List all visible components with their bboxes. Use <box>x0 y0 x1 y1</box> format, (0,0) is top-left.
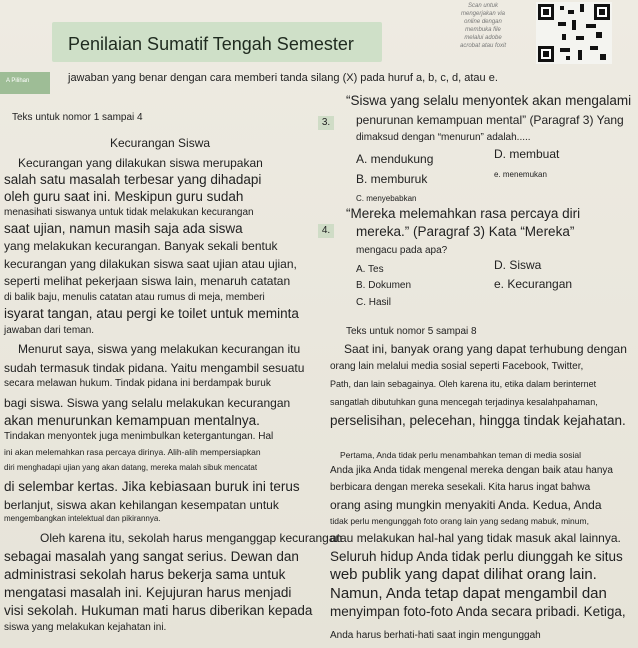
passage-line: sebagai masalah yang sangat serius. Dewan dan <box>4 549 299 564</box>
passage-line: Tindakan menyontek juga menimbulkan ketergantungan. Hal <box>4 431 274 442</box>
option-e[interactable]: e. Kecurangan <box>494 277 573 291</box>
passage-line: administrasi sekolah harus bekerja sama untuk <box>4 567 286 582</box>
passage-line: tidak perlu mengunggah foto orang lain yang sedang mabuk, minum, <box>330 516 589 526</box>
option-c[interactable]: C. menyebabkan <box>356 194 417 203</box>
passage-line: diri menghadapi ujian yang akan datang, mereka malah sibuk mencatat <box>4 463 258 472</box>
passage-line: Oleh karena itu, sekolah harus menganggap kecurangan <box>40 531 343 545</box>
passage-line: saat ujian, namun masih saja ada siswa <box>4 221 243 236</box>
option-c[interactable]: C. Hasil <box>356 297 392 308</box>
passage-line: sangatlah dibutuhkan guna mencegah terjadinya kesalahpahaman, <box>330 397 598 407</box>
question-3-text: “Siswa yang selalu menyontek akan mengalami <box>346 93 632 108</box>
passage-line: di balik baju, menulis catatan atau rumus di meja, memberi <box>4 292 265 303</box>
question-4-text: mengacu pada apa? <box>356 245 448 256</box>
option-d[interactable]: D. Siswa <box>494 258 542 272</box>
question-4-text: “Mereka melemahkan rasa percaya diri <box>346 206 581 221</box>
passage-line: menasihati siswanya untuk tidak melakukan kecurangan <box>4 207 254 218</box>
question-number-3: 3. <box>318 116 334 130</box>
passage-line: mengembangkan intelektual dan pikirannya. <box>4 514 161 523</box>
passage-line: perselisihan, pelecehan, hingga tindak kejahatan. <box>330 413 626 428</box>
passage-line: berbicara dengan mereka sesekali. Kita harus ingat bahwa <box>330 482 591 493</box>
passage-line: visi sekolah. Hukuman mati harus diberikan kepada <box>4 603 313 618</box>
qr-note-line: Scan untuk <box>467 3 499 9</box>
passage-line: salah satu masalah terbesar yang dihadapi <box>4 172 262 187</box>
qr-note <box>436 2 530 50</box>
instruction-text: jawaban yang benar dengan cara memberi tanda silang (X) pada huruf a, b, c, d, atau e. <box>68 72 498 84</box>
passage-line: Kecurangan yang dilakukan siswa merupakan <box>18 156 263 170</box>
passage-line: di selembar kertas. Jika kebiasaan buruk ini terus <box>4 479 300 494</box>
qr-note-line: online dengan <box>464 19 502 25</box>
passage-line: secara melawan hukum. Tindak pidana ini berdampak buruk <box>4 378 271 389</box>
passage-line: Seluruh hidup Anda tidak perlu diunggah ke situs <box>330 549 623 564</box>
passage-line: ini akan melemahkan rasa percaya dirinya. Alih-alih mempersiapkan <box>4 447 261 457</box>
passage-line: Anda harus berhati-hati saat ingin mengunggah <box>330 630 541 641</box>
passage-line: yang melakukan kecurangan. Banyak sekali bentuk <box>4 239 278 253</box>
passage-line: web publik yang dapat dilihat orang lain. <box>330 566 597 583</box>
passage-line: berlanjut, siswa akan kehilangan kesempatan untuk <box>4 498 279 512</box>
passage-title: Kecurangan Siswa <box>110 136 211 150</box>
option-a[interactable]: A. mendukung <box>356 152 434 166</box>
text-for-label: Teks untuk nomor 5 sampai 8 <box>346 326 477 337</box>
passage-line: mengatasi masalah ini. Kejujuran harus menjadi <box>4 585 292 600</box>
option-d[interactable]: D. membuat <box>494 147 560 161</box>
passage-line: Namun, Anda tetap dapat mengambil dan <box>330 585 607 602</box>
section-tag <box>0 72 50 94</box>
qr-code-icon[interactable] <box>536 2 612 64</box>
passage-line: jawaban dari teman. <box>4 325 95 336</box>
text-for-label: Teks untuk nomor 1 sampai 4 <box>12 112 143 123</box>
passage-line: orang asing mungkin menyakiti Anda. Kedua, Anda <box>330 498 602 512</box>
option-b[interactable]: B. Dokumen <box>356 280 412 291</box>
qr-note-line: melalui adobe <box>464 35 502 41</box>
passage-line: Saat ini, banyak orang yang dapat terhubung dengan <box>344 342 627 356</box>
question-number-4: 4. <box>318 224 334 238</box>
passage-line: Menurut saya, siswa yang melakukan kecurangan itu <box>18 342 301 356</box>
option-e[interactable]: e. menemukan <box>494 170 547 179</box>
qr-note-line: acrobat atau foxit <box>459 43 507 49</box>
passage-line: Pertama, Anda tidak perlu menambahkan teman di media sosial <box>340 450 581 460</box>
option-b[interactable]: B. memburuk <box>356 172 428 186</box>
passage-line: Path, dan lain sebagainya. Oleh karena itu, etika dalam berinternet <box>330 379 597 389</box>
passage-line: bagi siswa. Siswa yang selalu melakukan kecurangan <box>4 396 291 410</box>
question-4-text: mereka.” (Paragraf 3) Kata “Mereka” <box>356 224 575 239</box>
passage-line: sudah termasuk tindak pidana. Yaitu mengambil sesuatu <box>4 361 305 375</box>
qr-note-line: mengerjakan via <box>460 11 506 17</box>
question-3-text: dimaksud dengan “menurun” adalah..... <box>356 132 531 143</box>
question-3-text: penurunan kemampuan mental” (Paragraf 3) Yang <box>356 113 624 127</box>
qr-note-line: membuka file <box>465 27 501 33</box>
page-title: Penilaian Sumatif Tengah Semester <box>68 34 354 54</box>
passage-line: seperti melihat pekerjaan siswa lain, menaruh catatan <box>4 274 291 288</box>
passage-line: akan menurunkan kemampuan mentalnya. <box>4 413 260 428</box>
passage-line: siswa yang melakukan kejahatan ini. <box>4 622 167 633</box>
passage-line: atau melakukan hal-hal yang tidak masuk akal lainnya. <box>330 531 621 545</box>
passage-line: oleh guru saat ini. Meskipun guru sudah <box>4 189 244 204</box>
passage-line: menyimpan foto-foto Anda secara pribadi. Ketiga, <box>330 604 626 619</box>
passage-line: Anda jika Anda tidak mengenal mereka dengan baik atau hanya <box>330 465 613 476</box>
passage-line: kecurangan yang dilakukan siswa saat ujian atau ujian, <box>4 257 297 271</box>
option-a[interactable]: A. Tes <box>356 264 384 275</box>
passage-line: orang lain melalui media sosial seperti Facebook, Twitter, <box>330 361 584 372</box>
passage-line: isyarat tangan, atau pergi ke toilet untuk meminta <box>4 306 299 321</box>
section-tag-label: A Pilihan <box>6 78 30 84</box>
